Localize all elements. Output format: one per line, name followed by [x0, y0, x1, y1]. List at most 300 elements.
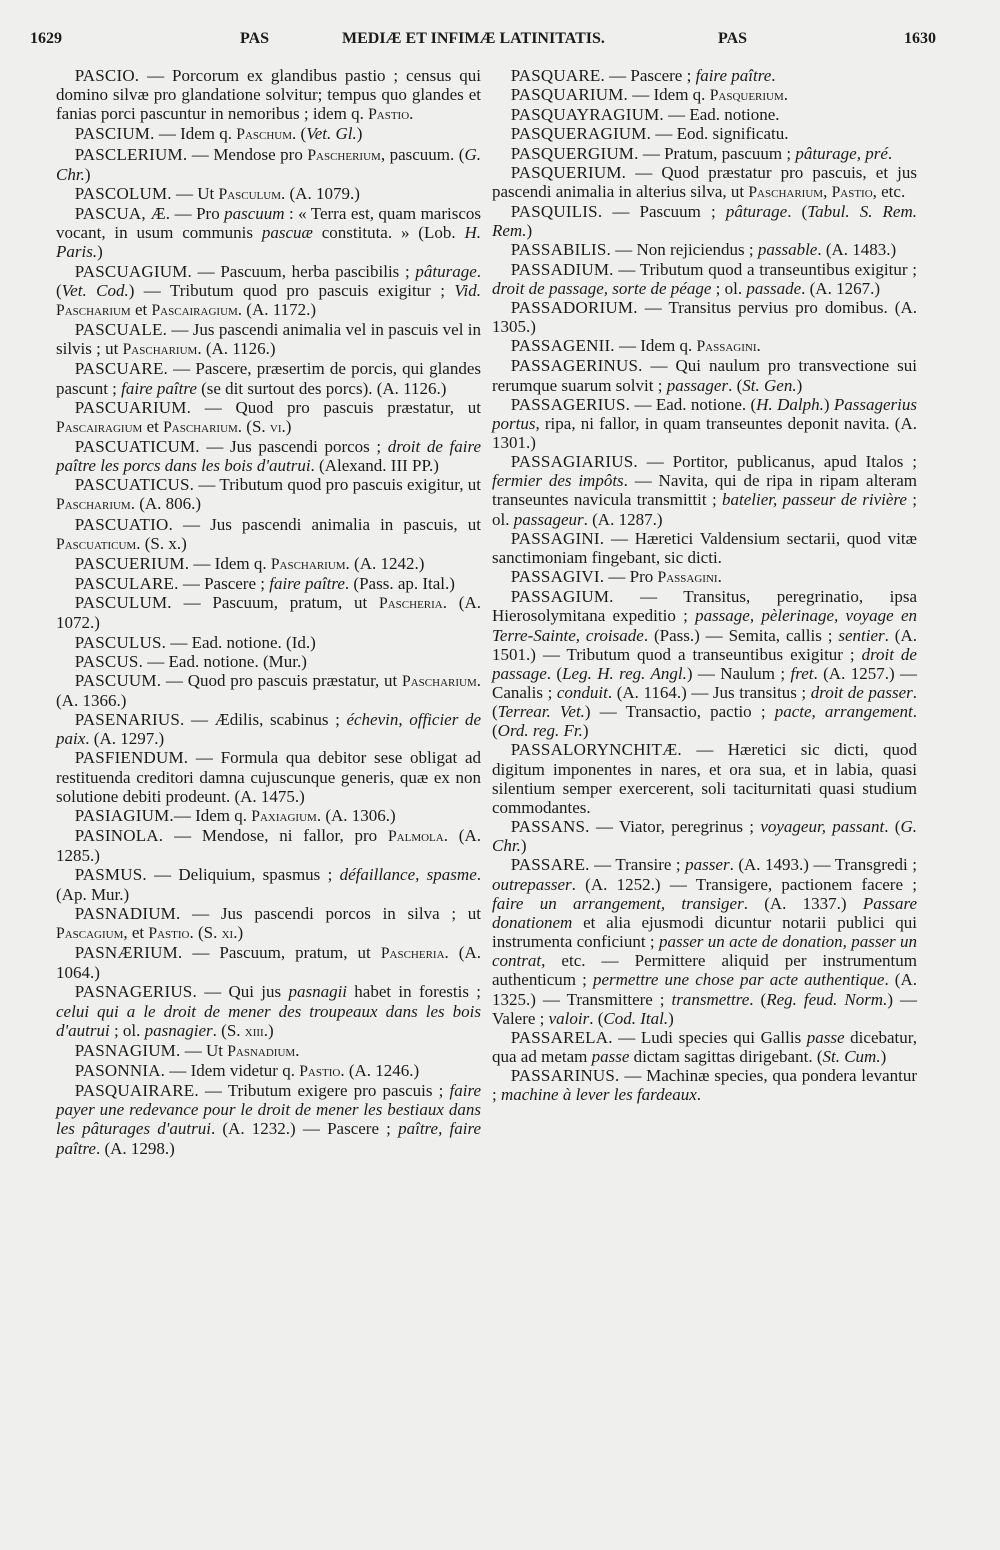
entry-text: — Idem q. — [628, 85, 710, 105]
entry-italic-gloss: machine à lever les fardeaux — [500, 1085, 697, 1105]
entry-text: . (Pass.) — Semita, callis ; — [643, 625, 839, 645]
dictionary-entry — [492, 105, 917, 124]
entry-headword: PASCLERIUM. — [74, 144, 188, 164]
entry-text: . — Navita, qui de ripa in ripam alteram transeuntes navicula transmittit ; — [492, 471, 918, 510]
entry-headword: PASINOLA. — [74, 826, 164, 846]
entry-italic-gloss: paître, faire paître — [56, 1119, 481, 1158]
entry-headword: PASQUERGIUM. — [510, 143, 639, 163]
entry-italic-gloss: pâturage, pré — [795, 143, 888, 163]
entry-italic-gloss: conduit — [556, 683, 608, 702]
dictionary-entry — [492, 395, 917, 452]
entry-text: .) — [233, 922, 244, 942]
entry-italic-gloss: passager — [666, 375, 729, 395]
entry-text: ) — Transactio, pactio ; — [584, 702, 775, 722]
dictionary-entry — [56, 398, 481, 437]
entry-headword: PASCUA, Æ. — [74, 204, 171, 224]
running-abbr-right: PAS — [718, 30, 748, 47]
dictionary-entry — [56, 320, 481, 359]
entry-italic-gloss: Reg. feud. Norm. — [766, 989, 888, 1009]
entry-text: . — [771, 66, 776, 85]
dictionary-entry — [492, 336, 917, 356]
entry-text: — Hæretici sic dicti, quod digitum imponentes in nares, et ora sua, et in labia, quasi silentium semper exercerent, soli taciturnitati quasi studium commodantes. — [492, 740, 917, 817]
entry-text: . (A. 1172.) — [237, 299, 317, 319]
entry-text: — Portitor, publicanus, apud Italos ; — [637, 452, 917, 472]
entry-headword: PASQUILIS. — [510, 202, 603, 222]
entry-text: . ( — [492, 683, 917, 722]
entry-text: — Hæretici Valdensium sectarii, quod vitæ sanctimoniam fingebant, sic dicti. — [492, 528, 917, 567]
entry-text: . (A. 1287.) — [583, 509, 663, 529]
entry-text: — Mendose pro — [187, 144, 308, 164]
entry-text: — Ludi species qui Gallis — [612, 1027, 807, 1047]
entry-text: — Pratum, pascuum ; — [638, 143, 796, 163]
entry-text: — Idem videtur q. — [165, 1060, 300, 1080]
entry-headword: PASSADIUM. — [510, 259, 614, 279]
entry-italic-gloss: Leg. H. reg. Angl. — [562, 663, 687, 683]
entry-text: . ( — [56, 261, 481, 300]
entry-cross-reference: Pasculum — [218, 185, 281, 203]
entry-italic-gloss: voyageur, passant — [760, 817, 885, 837]
entry-text: — Quod præstatur pro pascuis, et jus pascendi animalia in alterius silva, ut — [492, 162, 917, 201]
dictionary-entry — [56, 710, 481, 748]
entry-italic-gloss: passable — [757, 240, 818, 260]
entry-text: — Pro — [604, 567, 658, 587]
entry-text: , pascuum. ( — [380, 144, 465, 164]
entry-text: — Quod pro pascuis præstatur, ut — [161, 670, 403, 690]
entry-italic-gloss: droit de faire paître les porcs dans les bois d'autrui — [56, 436, 481, 476]
entry-cross-reference: Pascharium — [748, 183, 824, 201]
entry-text: ; ol. — [492, 490, 917, 529]
entry-text: . ( — [292, 124, 307, 144]
entry-headword: PASCULUS. — [74, 632, 167, 652]
entry-text: — Qui naulum pro transvectione sui rerumque suarum solvit ; — [492, 356, 917, 395]
entry-text: . (A. 1064.) — [56, 943, 481, 983]
entry-text: — Transire ; — [589, 855, 686, 875]
entry-text: . (A. 1366.) — [56, 670, 481, 710]
entry-text: , ripa, ni fallor, in quam transeuntes deponit navita. (A. 1301.) — [492, 413, 917, 452]
entry-text: .) — [281, 416, 292, 436]
entry-italic-gloss: pasnagier — [144, 1020, 213, 1040]
entry-text: .) — [263, 1020, 274, 1040]
entry-text: — Transitus, peregrinatio, ipsa Hierosolymitana expeditio ; — [492, 587, 917, 626]
entry-text: . (S. x.) — [136, 533, 187, 553]
entry-italic-gloss: Passagerius portus — [492, 394, 917, 433]
dictionary-entry — [492, 85, 917, 105]
dictionary-entry — [56, 204, 481, 261]
entry-headword: PASSAGENII. — [510, 336, 615, 356]
entry-text: — Idem q. — [614, 336, 697, 356]
dictionary-entry — [56, 262, 481, 320]
dictionary-entry — [56, 806, 481, 826]
entry-text: ) — Naulum ; — [686, 663, 791, 683]
entry-text: — Machinæ species, qua pondera levantur ; — [492, 1066, 917, 1105]
entry-headword: PASSALORYNCHITÆ. — [510, 740, 682, 760]
dictionary-entry — [492, 817, 917, 855]
entry-text: et — [130, 299, 152, 319]
dictionary-entry — [56, 671, 481, 710]
dictionary-entry — [56, 943, 481, 982]
entry-headword: PASCUUM. — [74, 670, 162, 690]
entry-text: et alia ejusmodi dicuntur notarii publici qui instrumenta conficiunt ; — [492, 912, 917, 952]
running-head — [30, 30, 936, 56]
running-abbr-left: PAS — [240, 30, 270, 47]
entry-cross-reference: Pascharium — [270, 555, 346, 573]
entry-italic-gloss: Vid. — [454, 280, 482, 300]
entry-headword: PASONNIA. — [74, 1060, 166, 1080]
entry-text: ) — [356, 124, 363, 144]
entry-text: — Tributum quod pro pascuis exigitur, ut — [194, 475, 481, 495]
entry-italic-gloss: passageur — [513, 509, 584, 529]
right-column — [492, 66, 917, 1104]
entry-text: . — [783, 85, 789, 105]
entry-text: — Ead. notione. (Id.) — [166, 632, 316, 652]
entry-text: — Jus pascendi animalia vel in pascuis vel in silvis ; ut — [56, 320, 481, 359]
entry-headword: PASSAGIUM. — [510, 587, 614, 607]
entry-text: . (S. — [189, 922, 222, 942]
entry-cross-reference: Pastio — [831, 183, 873, 201]
dictionary-entry — [56, 865, 481, 903]
dictionary-entry — [56, 652, 481, 671]
dictionary-entry — [492, 356, 917, 394]
entry-italic-gloss: pascuum — [224, 204, 285, 224]
dictionary-entry — [492, 1066, 917, 1104]
entry-text: — Non rejiciendus ; — [611, 240, 758, 260]
entry-text: , et — [123, 922, 149, 942]
entry-italic-gloss: H. Dalph. — [756, 394, 824, 414]
dictionary-entry — [492, 202, 917, 240]
entry-italic-gloss: pasnagii — [288, 982, 348, 1002]
dictionary-entry — [56, 145, 481, 184]
entry-text: . (A. 1252.) — Transigere, pactionem facere ; — [571, 874, 917, 894]
dictionary-entry — [492, 529, 917, 567]
entry-text: . (A. 1501.) — Tributum quod a transeuntibus exigitur ; — [492, 625, 917, 664]
entry-text: ) — Valere ; — [492, 989, 917, 1028]
entry-headword: PASQUARE. — [510, 66, 605, 85]
dictionary-entry — [56, 748, 481, 805]
entry-text: ) — [84, 164, 91, 184]
entry-cross-reference: Passagini — [696, 338, 757, 356]
entry-cross-reference: Pascairagium — [151, 301, 238, 319]
dictionary-entry — [56, 359, 481, 397]
dictionary-entry — [56, 1041, 481, 1061]
entry-text: . — [696, 1085, 701, 1105]
entry-text: : « Terra est, quam mariscos vocant, in usum communis — [56, 204, 481, 243]
entry-headword: PASSAGERIUS. — [510, 394, 631, 414]
entry-text: — Eod. significatu. — [651, 124, 789, 144]
entry-headword: PASCULUM. — [74, 593, 172, 613]
dictionary-entry — [492, 587, 917, 740]
entry-text: — Pascuum, pratum, ut — [171, 593, 380, 613]
entry-cross-reference: Pascagium — [56, 924, 124, 942]
dictionary-entry — [56, 982, 481, 1040]
entry-text: ) — [526, 221, 533, 241]
entry-cross-reference: Pascheria — [379, 595, 443, 613]
entry-headword: PASSADORIUM. — [510, 297, 638, 317]
dictionary-entry — [56, 1081, 481, 1158]
entry-headword: PASQUERAGIUM. — [510, 124, 652, 144]
entry-text: ) — [880, 1046, 887, 1066]
dictionary-entry — [492, 240, 917, 259]
entry-headword: PASCUATIO. — [74, 514, 173, 534]
entry-headword: PASCUARIUM. — [74, 397, 192, 417]
entry-italic-gloss: Passare donationem — [492, 893, 917, 932]
entry-headword: PASNAGIUM. — [74, 1040, 181, 1060]
entry-italic-gloss: H. Paris. — [56, 223, 481, 262]
entry-text: — Pascuum ; — [602, 202, 726, 222]
entry-text: ) — [520, 836, 527, 856]
entry-cross-reference: Pascharium — [163, 418, 238, 436]
entry-text: . ( — [492, 702, 917, 741]
dictionary-entry — [56, 554, 481, 574]
entry-italic-gloss: passade — [746, 278, 802, 298]
entry-italic-gloss: faire payer une redevance pour le droit de mener les bestiaux dans les pâturages d'autrui — [56, 1081, 481, 1139]
entry-text: habet in forestis ; — [347, 982, 482, 1002]
entry-text: ) — [796, 375, 803, 395]
entry-text: . (S. — [212, 1020, 245, 1040]
dictionary-entry — [56, 437, 481, 475]
entry-italic-gloss: défaillance, spasme — [339, 865, 477, 885]
entry-headword: PASCOLUM. — [74, 183, 172, 203]
entry-text: . — [295, 1040, 300, 1060]
entry-headword: PASQUERIUM. — [510, 162, 627, 182]
entry-italic-gloss: droit de passer — [810, 683, 913, 702]
entry-cross-reference: Pascairagium — [56, 418, 143, 436]
entry-italic-gloss: St. Gen. — [742, 375, 797, 395]
entry-text: — Ædilis, scabinus ; — [184, 710, 347, 730]
entry-italic-gloss: fermier des impôts — [492, 471, 624, 491]
entry-cross-reference: Pasnadium — [227, 1042, 296, 1060]
entry-text: — Tributum quod a transeuntibus exigitur ; — [613, 259, 917, 279]
entry-headword: PASQUARIUM. — [510, 85, 628, 105]
entry-text: , etc. — [872, 181, 906, 201]
entry-text: . (A. 1493.) — Transgredi ; — [729, 855, 917, 875]
entry-text: . — [717, 567, 722, 587]
entry-italic-gloss: Cod. Ital. — [603, 1008, 669, 1028]
entry-text: . ( — [546, 663, 563, 683]
entry-italic-gloss: droit de passage, sorte de péage — [492, 278, 712, 298]
entry-cross-reference: Pastio — [148, 924, 190, 942]
dictionary-entry — [492, 66, 917, 85]
entry-cross-reference: Pascharium — [122, 341, 198, 359]
entry-headword: PASFIENDUM. — [74, 748, 189, 768]
dictionary-entry — [492, 298, 917, 336]
entry-italic-gloss: passer — [685, 855, 730, 875]
entry-italic-gloss: Vet. Cod. — [61, 280, 129, 300]
entry-text: et — [142, 416, 164, 436]
entry-text: . (A. 806.) — [130, 494, 202, 514]
entry-headword: PASQUAYRAGIUM. — [510, 105, 664, 125]
entry-italic-gloss: celui qui a le droit de mener des troupeaux dans les bois d'autrui — [56, 1001, 481, 1040]
entry-text: — Pascuum, pratum, ut — [182, 943, 381, 963]
entry-headword: PASCUAGIUM. — [74, 261, 192, 281]
entry-italic-gloss: permettre une chose par acte authentique — [592, 970, 885, 990]
entry-headword: PASCIO. — [74, 66, 140, 85]
entry-text: ) — Tributum quod pro pascuis exigitur ; — [128, 280, 455, 300]
entry-headword: PASSAGINI. — [510, 528, 605, 548]
entry-cross-reference: Pascharium — [56, 301, 131, 319]
entry-text: . ( — [787, 202, 808, 222]
entry-italic-gloss: pacte, arrangement — [774, 702, 913, 722]
entry-text: . (Ap. Mur.) — [56, 865, 481, 904]
entry-italic-gloss: Terrear. Vet. — [497, 702, 585, 722]
entry-text: . (A. 1325.) — Transmittere ; — [492, 970, 917, 1009]
entry-text: . — [756, 336, 761, 356]
entry-text: — Jus pascendi animalia in pascuis, ut — [172, 514, 481, 534]
entry-headword: PASCUERIUM. — [74, 553, 190, 573]
entry-italic-gloss: batelier, passeur de rivière — [722, 490, 907, 510]
entry-text: ) — [582, 721, 589, 741]
entry-text: . ( — [884, 817, 901, 837]
entry-text: — Pro — [170, 204, 225, 224]
entry-text: . (A. 1306.) — [316, 805, 396, 825]
entry-text: . (A. 1297.) — [85, 729, 165, 749]
entry-cross-reference: Pascharium — [402, 672, 477, 690]
entry-text: . (A. 1164.) — Jus transitus ; — [607, 683, 811, 702]
entry-text: — Ead. notione. (Mur.) — [143, 651, 307, 671]
entry-text: . (A. 1242.) — [345, 553, 425, 573]
dictionary-entry — [492, 1028, 917, 1066]
entry-headword: PASNADIUM. — [74, 903, 181, 923]
entry-italic-gloss: échevin, officier de paix — [56, 710, 481, 749]
dictionary-entry — [56, 1061, 481, 1081]
entry-text: dicebatur, qua ad metam — [492, 1027, 917, 1066]
entry-text: . (Alexand. III PP.) — [310, 456, 439, 476]
entry-text: — Pascere ; — [178, 574, 270, 594]
entry-text: . (S. — [237, 416, 270, 436]
entry-text: . ( — [749, 989, 767, 1009]
entry-italic-gloss: pâturage — [415, 261, 477, 281]
dictionary-entry — [492, 567, 917, 587]
entry-headword: PASNÆRIUM. — [74, 943, 183, 963]
dictionary-entry — [492, 855, 917, 1027]
entry-text: (se dit surtout des porcs). (A. 1126.) — [196, 378, 447, 398]
entry-italic-gloss: G. Chr. — [56, 144, 481, 184]
entry-text: ; ol. — [711, 278, 747, 298]
entry-text: — Qui jus — [196, 982, 289, 1002]
entry-text: . — [409, 104, 414, 124]
dictionary-entry — [56, 633, 481, 652]
entry-text: . (A. 1246.) — [340, 1060, 420, 1080]
entry-text: ) — [823, 394, 834, 414]
entry-headword: PASNAGERIUS. — [74, 982, 197, 1002]
entry-cross-reference: xi — [221, 924, 234, 942]
entry-italic-gloss: G. Chr. — [492, 817, 917, 856]
entry-text: — Jus pascendi porcos ; — [199, 436, 388, 456]
dictionary-entry — [492, 740, 917, 817]
entry-text: , etc. — Permittere aliquid per instrumentum authenticum ; — [492, 951, 917, 990]
entry-headword: PASSARE. — [510, 855, 590, 875]
entry-italic-gloss: faire paître — [269, 574, 345, 594]
entry-headword: PASSAGIVI. — [510, 567, 605, 587]
entry-headword: PASCUATICUM. — [74, 436, 200, 456]
entry-italic-gloss: outrepasser — [492, 874, 572, 894]
entry-text: — Pascere, præsertim de porcis, qui glandes pascunt ; — [56, 359, 481, 398]
entry-cross-reference: Pascuaticum — [56, 535, 137, 553]
entry-headword: PASSAGIARIUS. — [510, 452, 638, 472]
entry-cross-reference: Palmola — [387, 828, 444, 846]
entry-text: — Idem q. — [154, 124, 237, 144]
entry-headword: PASSANS. — [510, 817, 590, 837]
dictionary-entry — [56, 826, 481, 865]
entry-headword: PASSARELA. — [510, 1027, 613, 1047]
entry-italic-gloss: passer un acte de donation, passer un contrat — [492, 932, 918, 971]
entry-headword: PASCUS. — [74, 651, 144, 671]
entry-text: . (A. 1079.) — [281, 183, 360, 203]
entry-text: — Mendose, ni fallor, pro — [163, 826, 388, 846]
dictionary-entry — [56, 66, 481, 124]
entry-headword: PASMUS. — [74, 865, 147, 885]
entry-text: ) — [668, 1008, 674, 1028]
dictionary-entry — [56, 515, 481, 554]
entry-italic-gloss: faire paître — [121, 378, 197, 398]
entry-text: — Pascuum, herba pascibilis ; — [192, 261, 416, 281]
entry-text: — Ut — [171, 183, 219, 203]
running-title: MEDIÆ ET INFIMÆ LATINITATIS. — [342, 30, 605, 47]
entry-text: . (A. 1267.) — [801, 278, 880, 298]
entry-text: . (Pass. ap. Ital.) — [344, 574, 455, 594]
entry-cross-reference: Pasquerium — [709, 87, 784, 105]
entry-text: . — [887, 143, 893, 163]
entry-italic-gloss: Vet. Gl. — [306, 124, 357, 144]
entry-headword: PASSABILIS. — [510, 240, 611, 260]
left-column — [56, 66, 481, 1158]
entry-italic-gloss: Tabul. S. Rem. Rem. — [492, 202, 917, 241]
entry-text: ; ol. — [109, 1020, 145, 1040]
entry-text: — Jus pascendi porcos in silva ; ut — [180, 903, 481, 923]
entry-text: — Pascere ; — [604, 66, 696, 85]
entry-headword: PASCUARE. — [74, 359, 168, 379]
entry-italic-gloss: valoir — [548, 1008, 590, 1028]
entry-text: — Formula qua debitor sese obligat ad restituenda creditori damna cujuscunque generis, quæ ex non solutione debiti prodeunt. (A. 1475.) — [56, 748, 481, 806]
dictionary-entry — [56, 124, 481, 144]
entry-headword: PASIAGIUM. — [74, 805, 174, 825]
entry-italic-gloss: passage, pèlerinage, voyage en Terre-Sainte, croisade — [492, 606, 917, 645]
entry-italic-gloss: pascuæ — [261, 223, 313, 243]
entry-text: dictam sagittas dirigebant. ( — [629, 1046, 823, 1066]
page-number-right: 1630 — [904, 30, 936, 47]
entry-text: — Ut — [180, 1040, 228, 1060]
entry-headword: PASSAGERINUS. — [510, 356, 643, 376]
entry-text: . (A. 1298.) — [95, 1138, 175, 1158]
entry-cross-reference: vi — [269, 418, 282, 436]
entry-text: . ( — [728, 375, 743, 395]
entry-cross-reference: xiii — [244, 1022, 264, 1040]
entry-text: — Idem q. — [189, 553, 271, 573]
dictionary-entry — [56, 184, 481, 204]
entry-text: . (A. 1483.) — [817, 240, 897, 260]
entry-italic-gloss: passe — [806, 1027, 845, 1047]
entry-text: , — [823, 181, 832, 201]
entry-text: — Quod pro pascuis præstatur, ut — [191, 397, 481, 417]
entry-italic-gloss: transmettre — [671, 989, 750, 1009]
entry-text: . (A. 1072.) — [56, 593, 481, 633]
dictionary-entry — [492, 144, 917, 163]
entry-italic-gloss: faire paître — [695, 66, 772, 85]
entry-text: — Idem q. — [173, 805, 252, 825]
entry-italic-gloss: Ord. reg. Fr. — [497, 721, 583, 741]
entry-text: — Tributum exigere pro pascuis ; — [198, 1081, 450, 1101]
dictionary-entry — [56, 593, 481, 632]
entry-headword: PASCULARE. — [74, 574, 179, 594]
dictionary-entry — [56, 475, 481, 514]
entry-text: — Deliquium, spasmus ; — [146, 865, 340, 885]
page-number-left: 1629 — [30, 30, 62, 47]
entry-italic-gloss: St. Cum. — [822, 1046, 881, 1066]
entry-text: constituta. » (Lob. — [312, 223, 465, 243]
entry-headword: PASCIUM. — [74, 124, 155, 144]
dictionary-entry — [492, 124, 917, 143]
entry-headword: PASCUATICUS. — [74, 475, 195, 495]
entry-text: . (A. 1337.) — [743, 893, 863, 913]
